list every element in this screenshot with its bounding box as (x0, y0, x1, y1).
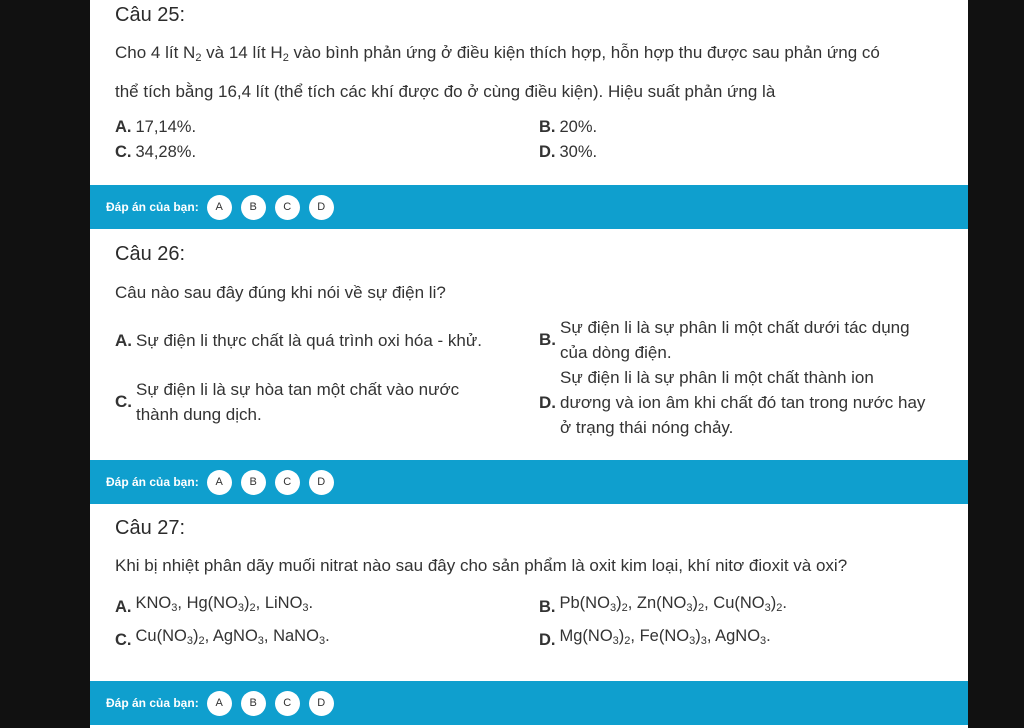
choice-d-button[interactable]: D (309, 470, 334, 495)
answer-label: Đáp án của bạn: (106, 696, 199, 710)
formula-a: $KNO_3$, $Hg(NO_3)_2$, LiNO$_3$. (135, 594, 314, 614)
choice-d-button[interactable]: D (309, 195, 334, 220)
answer-bar-q27 (90, 681, 968, 725)
answer-label: Đáp án của bạn: (106, 200, 199, 214)
q26-option-c: C. Sự điện li là sự hòa tan một chất vào nước thành dung dịch. (115, 380, 460, 424)
question-25-text-line2: thể tích bằng 16,4 lít (thể tích các khí được đo ở cùng điều kiện). Hiệu suất phản ứng là (115, 82, 776, 101)
q26-option-a: A. Sự điện li thực chất là quá trình oxi hóa - khử. (115, 330, 482, 350)
question-25-title: Câu 25: (115, 4, 186, 26)
question-25-text-line1: Cho 4 lít $N_2$ và 14 lít $H_2$ vào bình phản ứng ở điều kiện thích hợp, hỗn hợp thu được sau phản ứng có (115, 43, 880, 64)
quiz-page (90, 0, 968, 728)
question-26-text: Câu nào sau đây đúng khi nói về sự điện li? (115, 283, 446, 302)
choice-b-button[interactable]: B (241, 195, 266, 220)
choice-b-button[interactable]: B (241, 470, 266, 495)
q27-option-c: C. $Cu(NO_3)_2$, AgNO$_3$, NaNO$_3$. (115, 627, 330, 649)
choice-c-button[interactable]: C (275, 470, 300, 495)
q27-option-b: B. $Pb(NO_3)_2$, $Zn(NO_3)_2$, $Cu(NO_3)_2$. (539, 594, 787, 616)
answer-bar-q25 (90, 185, 968, 229)
q25-option-b: B. 20%. (539, 118, 598, 136)
question-26-title: Câu 26: (115, 243, 186, 265)
choice-b-button[interactable]: B (241, 691, 266, 716)
q26-option-b: B. Sự điện li là sự phân li một chất dưới tác dụng của dòng điện. (539, 318, 910, 362)
q25-option-c: C. 34,28%. (115, 143, 197, 161)
answer-bar-q26 (90, 460, 968, 504)
choice-c-button[interactable]: C (275, 195, 300, 220)
choice-a-button[interactable]: A (207, 691, 232, 716)
choice-a-button[interactable]: A (207, 470, 232, 495)
formula-d: $Mg(NO_3)_2$, $Fe(NO_3)_3$, AgNO$_3$. (559, 627, 771, 647)
formula-b: $Pb(NO_3)_2$, $Zn(NO_3)_2$, $Cu(NO_3)_2$. (559, 594, 787, 614)
choice-c-button[interactable]: C (275, 691, 300, 716)
q27-option-a: A. $KNO_3$, $Hg(NO_3)_2$, LiNO$_3$. (115, 594, 314, 616)
q25-option-d: D. 30%. (539, 143, 598, 161)
answer-label: Đáp án của bạn: (106, 475, 199, 489)
q26-option-d: D. Sự điện li là sự phân li một chất thành ion dương và ion âm khi chất đó tan trong nước hay ở trạng thái nóng chảy. (539, 368, 926, 437)
q25-option-a: A. 17,14%. (115, 118, 197, 136)
question-27-title: Câu 27: (115, 517, 186, 539)
choice-a-button[interactable]: A (207, 195, 232, 220)
q27-option-d: D. $Mg(NO_3)_2$, $Fe(NO_3)_3$, AgNO$_3$. (539, 627, 771, 649)
choice-d-button[interactable]: D (309, 691, 334, 716)
formula-c: $Cu(NO_3)_2$, AgNO$_3$, NaNO$_3$. (135, 627, 330, 647)
question-27-text: Khi bị nhiệt phân dãy muối nitrat nào sau đây cho sản phẩm là oxit kim loại, khí nitơ đioxit và oxi? (115, 556, 848, 575)
